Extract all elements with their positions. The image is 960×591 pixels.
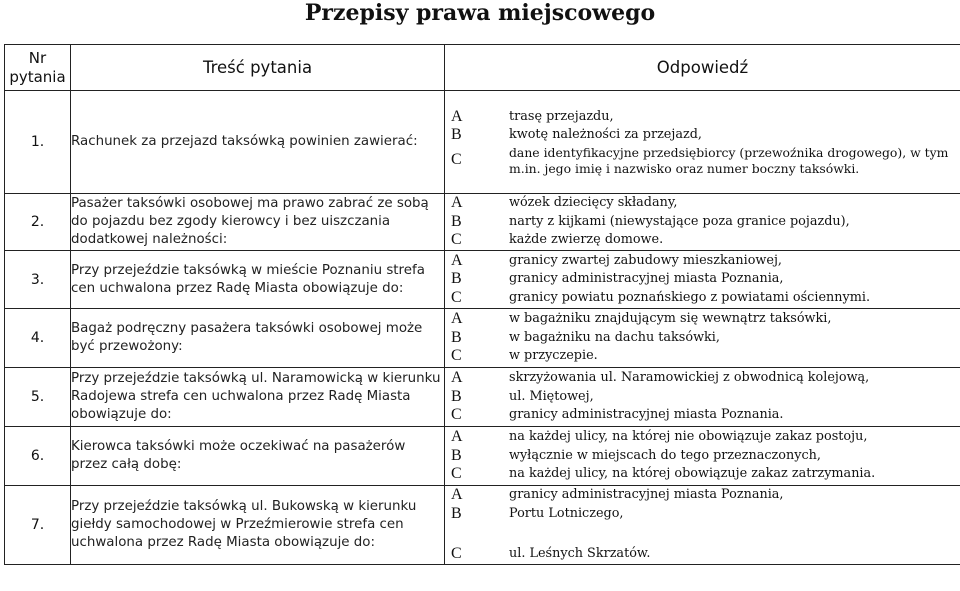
answer-cell — [445, 309, 960, 368]
option-text: granicy administracyjnej miasta Poznania, — [509, 487, 784, 502]
option-text: w bagażniku na dachu taksówki, — [509, 329, 720, 345]
option-letter: C — [451, 465, 462, 483]
questions-table — [4, 44, 960, 565]
question-number: 2. — [5, 194, 71, 251]
option-text: wyłącznie w miejscach do tego przeznaczonych, — [509, 447, 821, 463]
option-letter: A — [451, 369, 463, 387]
question-text: Pasażer taksówki osobowej ma prawo zabrać ze sobą do pojazdu bez zgody kierowcy i bez uiszczania dodatkowej należności: — [71, 194, 445, 251]
page-title: Przepisy prawa miejscowego — [304, 0, 656, 26]
option-text: w bagażniku znajdującym się wewnątrz taksówki, — [509, 311, 832, 327]
table-row — [5, 368, 960, 427]
option-letter: C — [451, 545, 462, 563]
question-text: Rachunek za przejazd taksówką powinien zawierać: — [71, 91, 445, 194]
table-row — [5, 486, 960, 565]
header-answer: Odpowiedź — [445, 45, 960, 91]
option-letter: C — [451, 151, 462, 169]
table-row — [5, 194, 960, 251]
option-text: narty z kijkami (niewystające poza granice pojazdu), — [509, 213, 850, 229]
option-text: skrzyżowania ul. Naramowickiej z obwodnicą kolejową, — [509, 370, 870, 386]
option-text: w przyczepie. — [509, 348, 598, 364]
table-row — [5, 427, 960, 486]
header-question: Treść pytania — [71, 45, 445, 91]
table-row — [5, 309, 960, 368]
option-text: każde zwierzę domowe. — [509, 232, 664, 248]
question-text: Kierowca taksówki może oczekiwać na pasażerów przez całą dobę: — [71, 427, 445, 486]
question-number: 4. — [5, 309, 71, 368]
option-letter: C — [451, 347, 462, 365]
question-text: Przy przejeździe taksówką ul. Bukowską w kierunku giełdy samochodowej w Przeźmierowie strefa cen uchwalona przez Radę Miasta obowiązuje do: — [71, 486, 445, 565]
answer-cell — [445, 251, 960, 309]
question-text: Bagaż podręczny pasażera taksówki osobowej może być przewożony: — [71, 309, 445, 368]
question-number: 6. — [5, 427, 71, 486]
question-text: Przy przejeździe taksówką ul. Naramowicką w kierunku Radojewa strefa cen uchwalona przez Radę Miasta obowiązuje do: — [71, 368, 445, 427]
answer-cell — [445, 427, 960, 486]
option-text: na każdej ulicy, na której nie obowiązuje zakaz postoju, — [509, 429, 868, 445]
option-letter: B — [451, 446, 462, 464]
option-text: granicy zwartej zabudowy mieszkaniowej, — [509, 252, 782, 268]
option-text: kwotę należności za przejazd, — [509, 127, 702, 143]
option-letter: C — [451, 231, 462, 249]
option-text: wózek dziecięcy składany, — [509, 195, 678, 211]
question-number: 1. — [5, 91, 71, 194]
answer-cell — [445, 194, 960, 251]
option-letter: A — [451, 428, 463, 446]
option-text: granicy administracyjnej miasta Poznania. — [509, 407, 784, 423]
option-text: trasę przejazdu, — [509, 108, 614, 124]
option-letter: C — [451, 406, 462, 424]
question-text: Przy przejeździe taksówką w mieście Poznaniu strefa cen uchwalona przez Radę Miasta obowiązuje do: — [71, 251, 445, 309]
option-text: Portu Lotniczego, — [509, 505, 624, 521]
option-letter: B — [451, 387, 462, 405]
question-number: 5. — [5, 368, 71, 427]
option-letter: B — [451, 270, 462, 288]
option-text: na każdej ulicy, na której obowiązuje zakaz zatrzymania. — [509, 466, 876, 482]
answer-cell — [445, 91, 960, 194]
option-letter: B — [451, 212, 462, 230]
option-text: ul. Miętowej, — [509, 388, 594, 404]
option-text: ul. Leśnych Skrzatów. — [509, 546, 651, 562]
option-letter: A — [451, 251, 463, 269]
option-text: granicy administracyjnej miasta Poznania, — [509, 271, 784, 287]
option-letter: A — [451, 310, 463, 328]
option-letter: C — [451, 288, 462, 306]
option-text: dane identyfikacyjne przedsiębiorcy (przewoźnika drogowego), w tym m.in. jego imię i nazwisko oraz numer boczny taksówki. — [509, 145, 949, 176]
table-header-row — [5, 45, 960, 91]
option-text: granicy powiatu poznańskiego z powiatami ościennymi. — [509, 289, 871, 305]
option-letter: B — [451, 328, 462, 346]
option-letter: B — [451, 126, 462, 144]
option-letter: B — [451, 504, 462, 522]
table-row — [5, 91, 960, 194]
option-letter: A — [451, 194, 463, 212]
question-number: 7. — [5, 486, 71, 565]
answer-cell — [445, 368, 960, 427]
option-letter: A — [451, 486, 463, 503]
option-letter: A — [451, 107, 463, 125]
answer-cell — [445, 486, 960, 565]
header-nr: Nr pytania — [5, 45, 71, 91]
question-number: 3. — [5, 251, 71, 309]
table-row — [5, 251, 960, 309]
